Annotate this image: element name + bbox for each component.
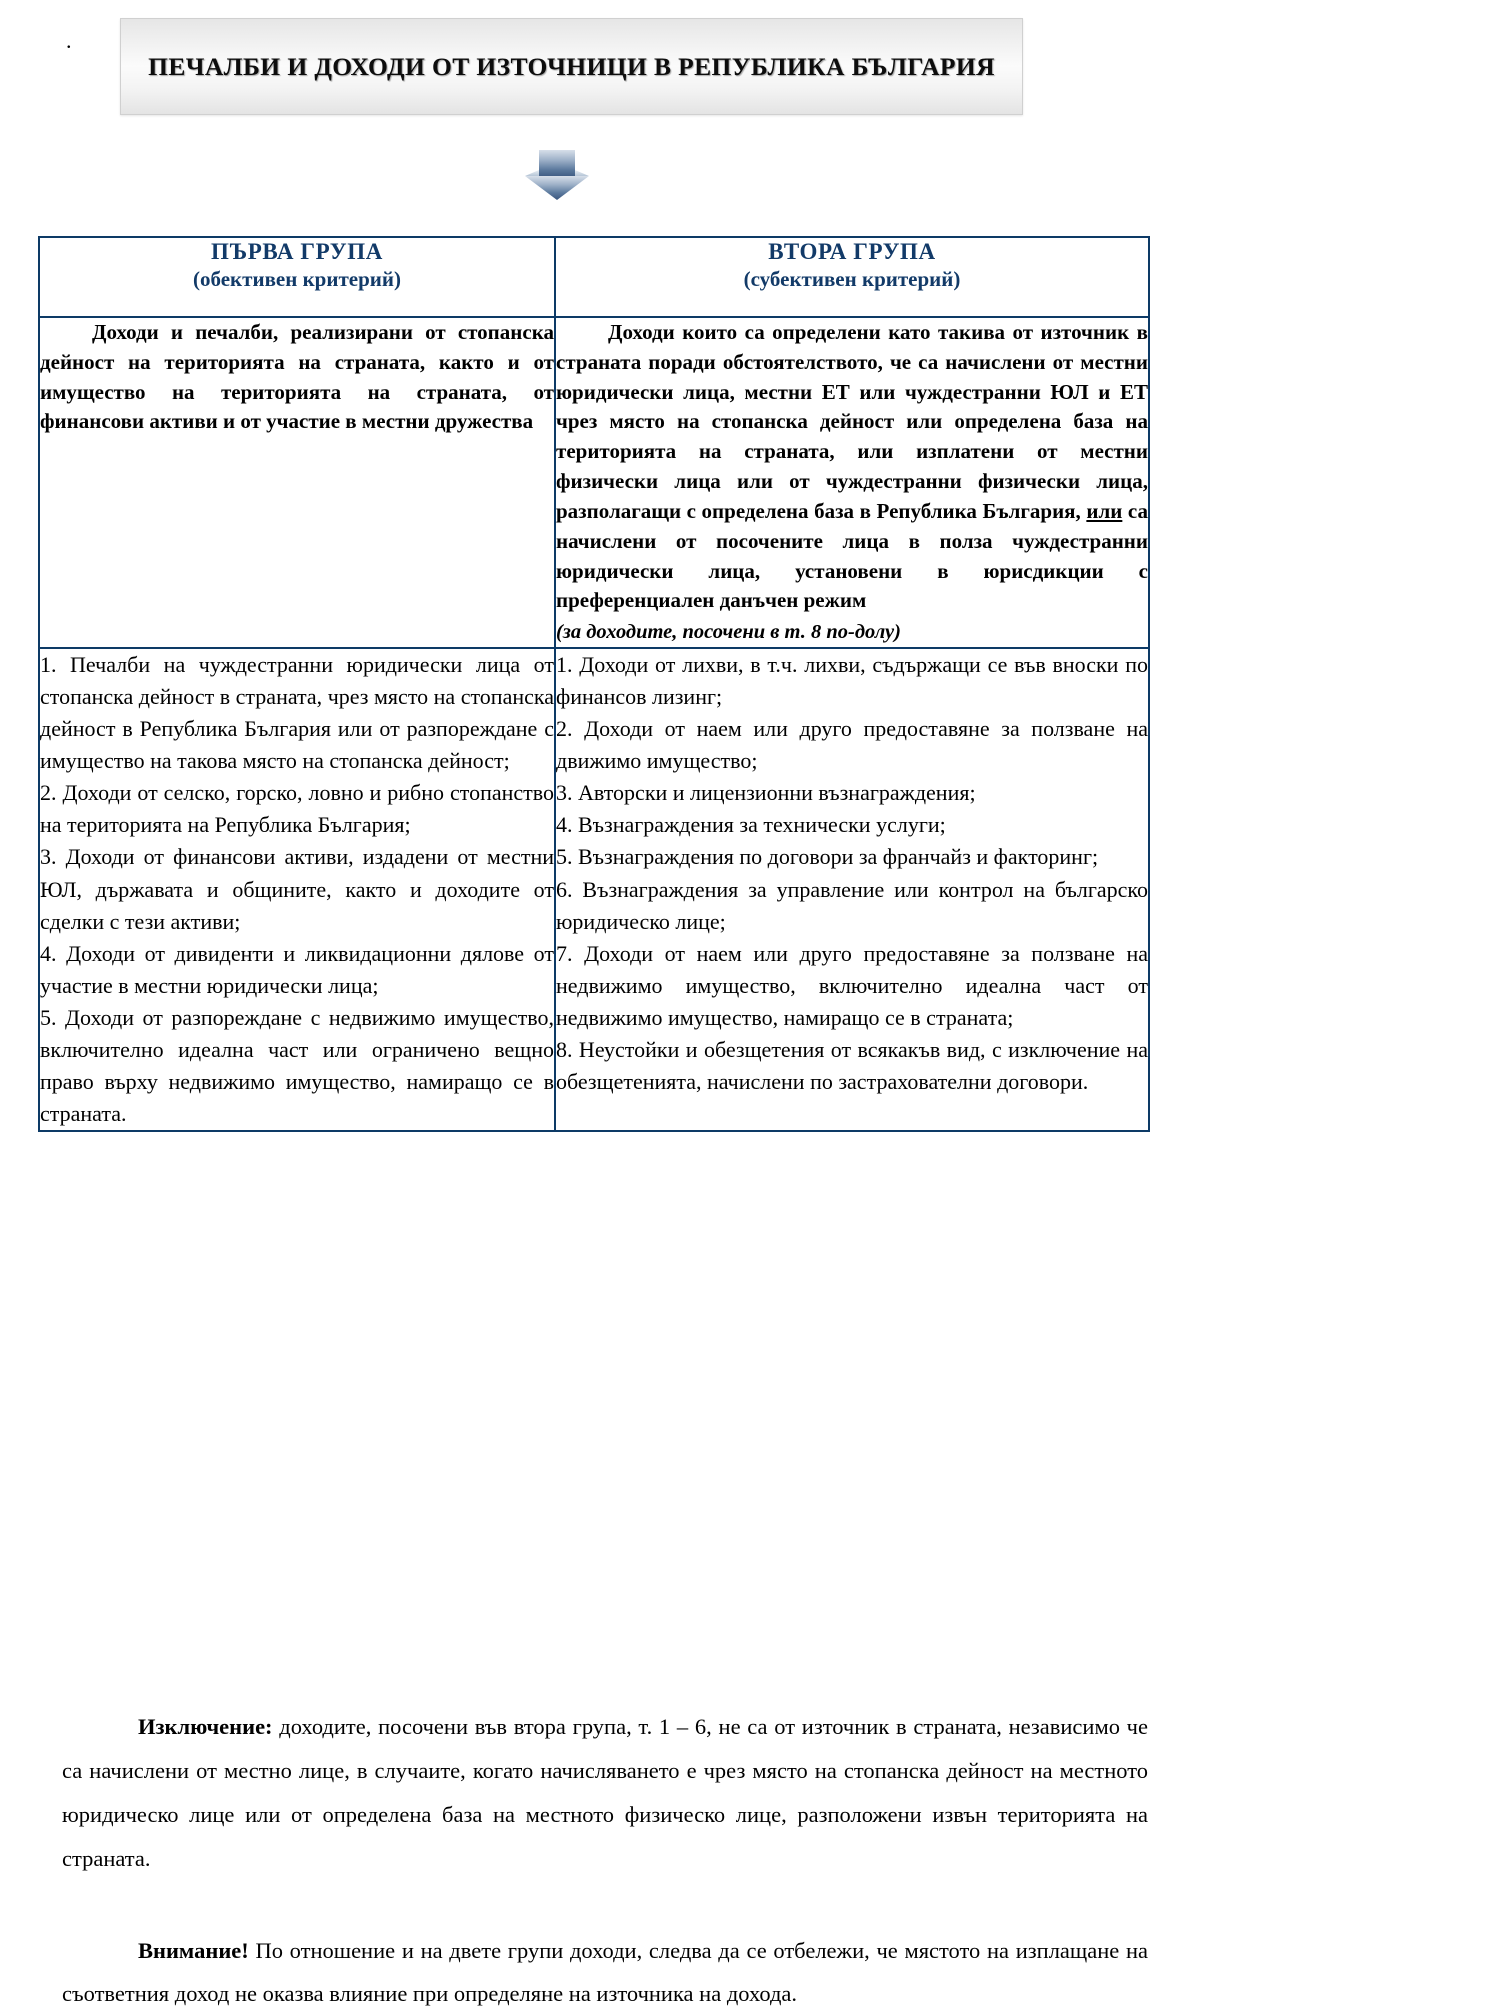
description-part-2: са начислени от посочените лица в полза чуждестранни юридически лица, установени в юрисдикции с преференциален данъчен режим (556, 499, 1148, 612)
second-group-description-cell (555, 317, 1149, 648)
list-item: 3. Авторски и лицензионни възнаграждения; (556, 777, 1148, 809)
first-group-title: ПЪРВА ГРУПА (40, 238, 554, 266)
first-group-description: Доходи и печалби, реализирани от стопанска дейност на територията на страната, както и от имущество на територията на страната, от финансови активи и от участие в местни дружества (40, 318, 554, 437)
attention-body: По отношение и на двете групи доходи, следва да се отбележи, че мястото на изплащане на съответния доход не оказва влияние при определяне на източника на дохода. (62, 1938, 1148, 2007)
table-header-row (39, 237, 1149, 317)
description-part-1: Доходи които са определени като такива от източник в страната поради обстоятелството, че са начислени от местни юридически лица, местни ЕТ или чуждестранни ЮЛ и ЕТ чрез място на стопанска дейност или определена база на територията на страната, или изплатени от местни физически лица или от чуждестранни физически лица, разполагащи с определена база в Република България, (556, 320, 1148, 523)
list-item: 4. Възнаграждения за технически услуги; (556, 809, 1148, 841)
list-item: 7. Доходи от наем или друго предоставяне за ползване на недвижимо имущество, включително идеална част от недвижимо имущество, намиращо се в страната; (556, 938, 1148, 1034)
title-banner (120, 18, 1023, 115)
attention-paragraph (62, 1929, 1148, 2016)
first-group-subtitle: (обективен критерий) (40, 266, 554, 292)
first-group-description-cell (39, 317, 555, 648)
second-group-description (556, 318, 1148, 616)
stray-mark: . (66, 30, 72, 52)
footer-notes (62, 1705, 1148, 2016)
second-group-subtitle: (субективен критерий) (556, 266, 1148, 292)
list-item: 2. Доходи от наем или друго предоставяне за ползване на движимо имущество; (556, 713, 1148, 777)
list-item: 4. Доходи от дивиденти и ликвидационни дялове от участие в местни юридически лица; (40, 938, 554, 1002)
column-header-first-group (39, 237, 555, 317)
page-title: ПЕЧАЛБИ И ДОХОДИ ОТ ИЗТОЧНИЦИ В РЕПУБЛИКА БЪЛГАРИЯ (148, 52, 995, 82)
first-group-list-cell (39, 648, 555, 1132)
comparison-table (38, 236, 1150, 1132)
list-item: 5. Възнаграждения по договори за франчайз и факторинг; (556, 841, 1148, 873)
list-item: 5. Доходи от разпореждане с недвижимо имущество, включително идеална част или ограничено вещно право върху недвижимо имущество, намиращо се в страната. (40, 1002, 554, 1130)
second-group-description-note: (за доходите, посочени в т. 8 по-долу) (556, 618, 1148, 647)
description-underlined-word: или (1086, 499, 1122, 523)
list-item: 6. Възнаграждения за управление или контрол на българско юридическо лице; (556, 874, 1148, 938)
column-header-second-group (555, 237, 1149, 317)
second-group-title: ВТОРА ГРУПА (556, 238, 1148, 266)
second-group-list-cell (555, 648, 1149, 1132)
exception-paragraph (62, 1705, 1148, 1881)
exception-lead: Изключение: (138, 1714, 273, 1739)
table-list-row (39, 648, 1149, 1132)
list-item: 3. Доходи от финансови активи, издадени от местни ЮЛ, държавата и общините, както и доходите от сделки с тези активи; (40, 841, 554, 937)
exception-body: доходите, посочени във втора група, т. 1 – 6, не са от източник в страната, независимо че са начислени от местно лице, в случаите, когато начисляването е чрез място на стопанска дейност на местното юридическо лице или от определена база на местното физическо лице, разположени извън територията на страната. (62, 1714, 1148, 1871)
list-item: 1. Доходи от лихви, в т.ч. лихви, съдържащи се във вноски по финансов лизинг; (556, 649, 1148, 713)
list-item: 8. Неустойки и обезщетения от всякакъв вид, с изключение на обезщетенията, начислени по застрахователни договори. (556, 1034, 1148, 1098)
list-item: 1. Печалби на чуждестранни юридически лица от стопанска дейност в страната, чрез място на стопанска дейност в Република България или от разпореждане с имущество на такова място на стопанска дейност; (40, 649, 554, 777)
down-arrow-icon (519, 150, 595, 202)
list-item: 2. Доходи от селско, горско, ловно и рибно стопанство на територията на Република България; (40, 777, 554, 841)
attention-lead: Внимание! (138, 1938, 249, 1963)
table-description-row (39, 317, 1149, 648)
